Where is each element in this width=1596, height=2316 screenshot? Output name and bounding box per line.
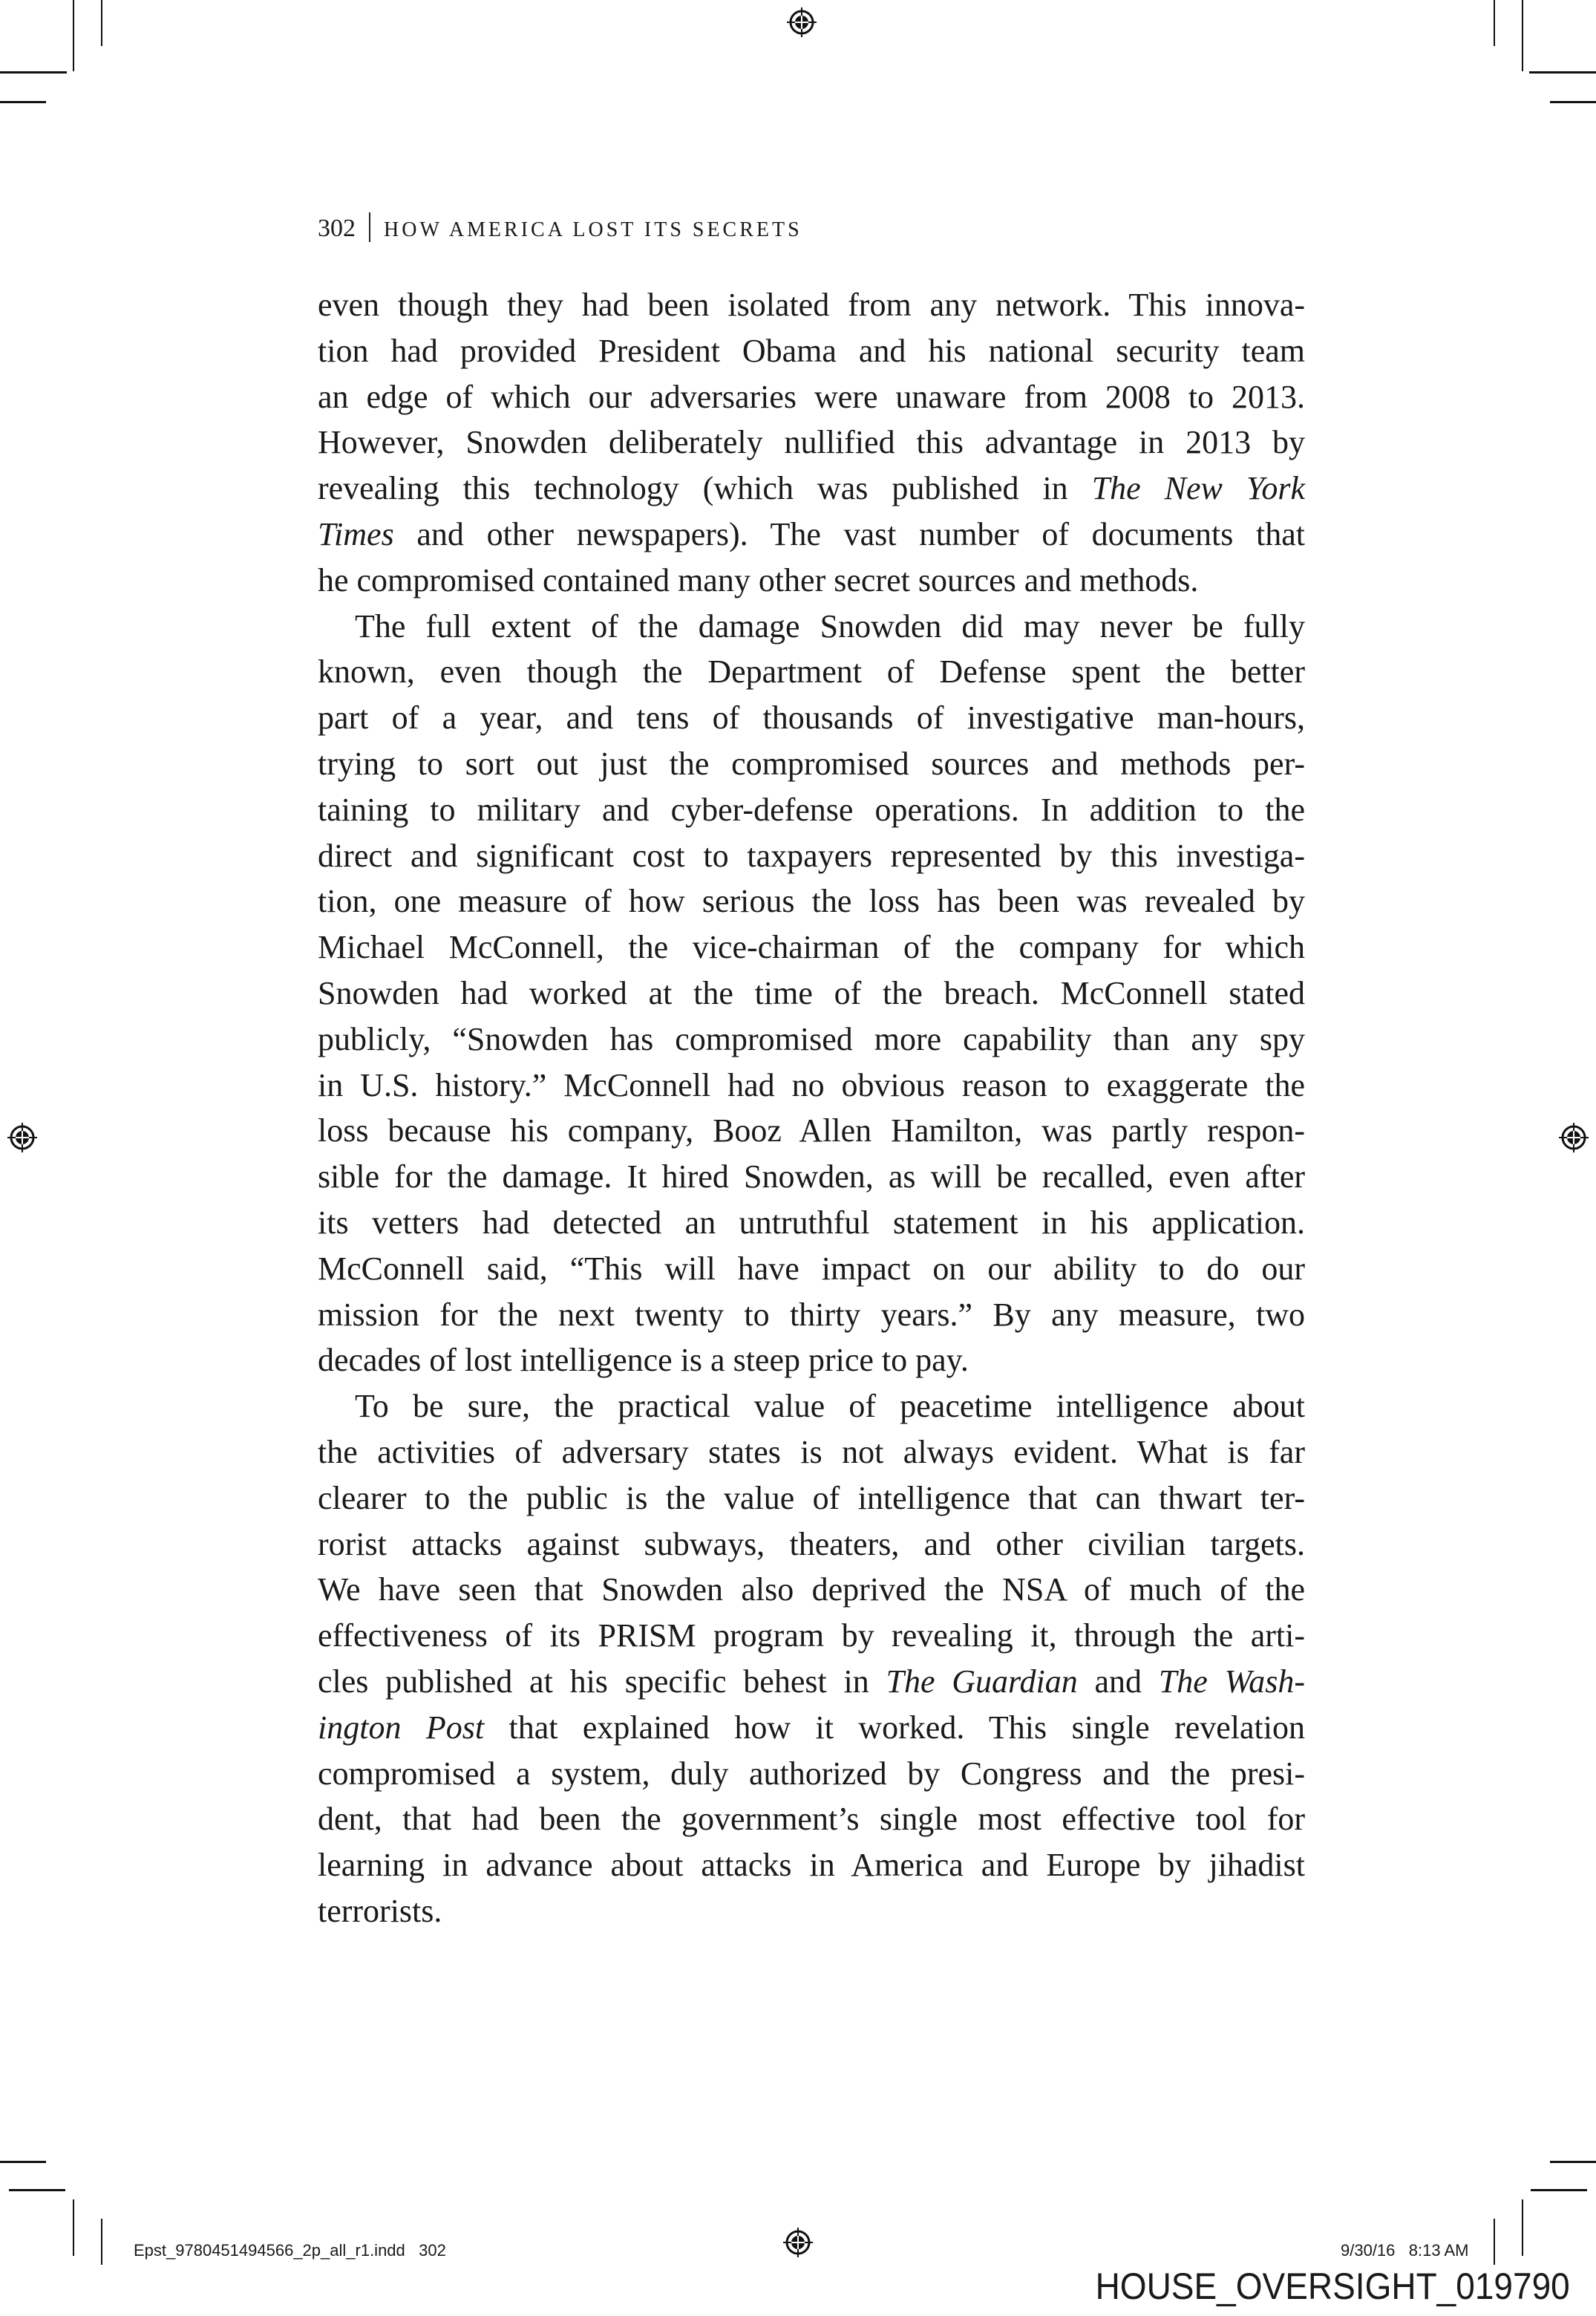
- text-line: [318, 1705, 1305, 1751]
- text-segment: he compromised contained many other secret sources and methods.: [318, 561, 1199, 598]
- registration-mark-icon: [7, 1123, 37, 1152]
- text-segment: publicly, “Snowden has compromised more capability than any spy: [318, 1020, 1305, 1057]
- text-segment: We have seen that Snowden also deprived the NSA of much of the: [318, 1571, 1305, 1608]
- registration-mark-icon: [1559, 1123, 1589, 1152]
- italic-title: The Wash-: [1158, 1663, 1305, 1700]
- text-segment: However, Snowden deliberately nullified this advantage in 2013 by: [318, 424, 1305, 461]
- text-line: [318, 1154, 1305, 1200]
- crop-mark: [1531, 2189, 1587, 2191]
- crop-mark: [9, 2189, 65, 2191]
- crop-mark: [1494, 2219, 1495, 2265]
- text-segment: trying to sort out just the compromised sources and methods per-: [318, 745, 1305, 782]
- text-line: [318, 1200, 1305, 1246]
- crop-mark: [0, 2161, 46, 2163]
- text-line: [318, 1017, 1305, 1063]
- text-segment: in U.S. history.” McConnell had no obvious reason to exaggerate the: [318, 1066, 1305, 1103]
- italic-title: The New York: [1091, 470, 1305, 507]
- text-line: [318, 1475, 1305, 1521]
- text-line: [318, 604, 1305, 650]
- crop-mark: [1494, 0, 1495, 46]
- text-segment: known, even though the Department of Defense spent the better: [318, 653, 1305, 691]
- text-segment: loss because his company, Booz Allen Hamilton, was partly respon-: [318, 1112, 1305, 1149]
- crop-mark: [73, 2199, 74, 2256]
- text-line: [318, 924, 1305, 971]
- text-line: [318, 1521, 1305, 1568]
- crop-mark: [101, 0, 102, 46]
- header-divider: [369, 212, 370, 242]
- text-segment: revealing this technology (which was published in: [318, 470, 1092, 507]
- text-line: [318, 1842, 1305, 1888]
- crop-mark: [0, 101, 46, 103]
- text-line: [318, 741, 1305, 787]
- crop-mark: [1550, 2161, 1596, 2163]
- text-line: [318, 833, 1305, 879]
- text-line: [318, 1888, 1305, 1934]
- text-line: [318, 282, 1305, 328]
- text-line: [318, 1108, 1305, 1154]
- text-line: [318, 787, 1305, 833]
- text-segment: To be sure, the practical value of peacetime intelligence about: [355, 1388, 1305, 1425]
- body-text: [318, 282, 1305, 1934]
- text-line: [318, 328, 1305, 374]
- text-line: [318, 1659, 1305, 1705]
- text-line: [318, 695, 1305, 741]
- text-line: [318, 878, 1305, 924]
- text-segment: Snowden had worked at the time of the breach. McConnell stated: [318, 974, 1305, 1011]
- text-segment: an edge of which our adversaries were unaware from 2008 to 2013.: [318, 378, 1305, 415]
- italic-title: The Guardian: [886, 1663, 1078, 1700]
- text-line: [318, 420, 1305, 466]
- text-line: [318, 1292, 1305, 1338]
- text-segment: compromised a system, duly authorized by Congress and the presi-: [318, 1755, 1305, 1792]
- text-segment: tion had provided President Obama and his national security team: [318, 332, 1305, 369]
- text-segment: and: [1077, 1663, 1159, 1700]
- text-line: [318, 1383, 1305, 1429]
- text-segment: even though they had been isolated from any network. This innova-: [318, 287, 1305, 323]
- text-segment: taining to military and cyber-defense operations. In addition to the: [318, 791, 1305, 828]
- text-segment: that explained how it worked. This single revelation: [484, 1709, 1305, 1746]
- text-line: [318, 1063, 1305, 1109]
- text-segment: dent, that had been the government’s single most effective tool for: [318, 1801, 1305, 1838]
- text-segment: The full extent of the damage Snowden did may never be fully: [355, 607, 1305, 645]
- text-segment: cles published at his specific behest in: [318, 1663, 886, 1700]
- footer-timestamp: 9/30/16 8:13 AM: [1341, 2241, 1469, 2260]
- text-line: [318, 649, 1305, 695]
- crop-mark: [1550, 101, 1596, 103]
- bates-stamp: HOUSE_OVERSIGHT_019790: [1095, 2266, 1570, 2307]
- crop-mark: [1522, 0, 1523, 71]
- text-segment: effectiveness of its PRISM program by revealing it, through the arti-: [318, 1617, 1305, 1654]
- italic-title: Times: [318, 515, 394, 552]
- running-head: [318, 212, 802, 243]
- text-segment: clearer to the public is the value of intelligence that can thwart ter-: [318, 1479, 1305, 1516]
- text-segment: the activities of adversary states is not always evident. What is far: [318, 1433, 1305, 1470]
- text-segment: and other newspapers). The vast number of documents that: [393, 515, 1305, 552]
- text-line: [318, 558, 1305, 604]
- text-segment: Michael McConnell, the vice-chairman of the company for which: [318, 929, 1305, 966]
- text-line: [318, 1796, 1305, 1842]
- crop-mark: [101, 2219, 102, 2265]
- text-segment: decades of lost intelligence is a steep price to pay.: [318, 1342, 969, 1379]
- italic-title: ington Post: [318, 1709, 485, 1746]
- text-line: [318, 1429, 1305, 1475]
- crop-mark: [0, 71, 67, 74]
- footer-file-name: Epst_9780451494566_2p_all_r1.indd 302: [134, 2241, 446, 2260]
- text-line: [318, 1613, 1305, 1659]
- registration-mark-icon: [787, 7, 817, 37]
- crop-mark: [1529, 71, 1596, 74]
- text-line: [318, 512, 1305, 558]
- text-line: [318, 466, 1305, 512]
- text-line: [318, 971, 1305, 1017]
- text-line: [318, 374, 1305, 420]
- text-line: [318, 1246, 1305, 1292]
- text-segment: McConnell said, “This will have impact on our ability to do our: [318, 1250, 1305, 1287]
- text-segment: terrorists.: [318, 1892, 442, 1929]
- text-line: [318, 1337, 1305, 1383]
- crop-mark: [1522, 2199, 1523, 2256]
- text-segment: mission for the next twenty to thirty years.” By any measure, two: [318, 1296, 1305, 1333]
- text-segment: tion, one measure of how serious the loss has been was revealed by: [318, 883, 1305, 920]
- text-segment: learning in advance about attacks in America and Europe by jihadist: [318, 1847, 1305, 1884]
- text-segment: part of a year, and tens of thousands of investigative man-hours,: [318, 699, 1305, 737]
- text-segment: direct and significant cost to taxpayers represented by this investiga-: [318, 837, 1305, 874]
- text-segment: sible for the damage. It hired Snowden, as will be recalled, even after: [318, 1158, 1305, 1195]
- registration-mark-icon: [783, 2228, 813, 2257]
- text-line: [318, 1567, 1305, 1613]
- page-number: 302: [318, 215, 356, 242]
- text-segment: rorist attacks against subways, theaters, and other civilian targets.: [318, 1525, 1305, 1562]
- text-line: [318, 1751, 1305, 1797]
- running-title: HOW AMERICA LOST ITS SECRETS: [384, 218, 802, 241]
- text-segment: its vetters had detected an untruthful statement in his application.: [318, 1204, 1305, 1241]
- crop-mark: [73, 0, 74, 71]
